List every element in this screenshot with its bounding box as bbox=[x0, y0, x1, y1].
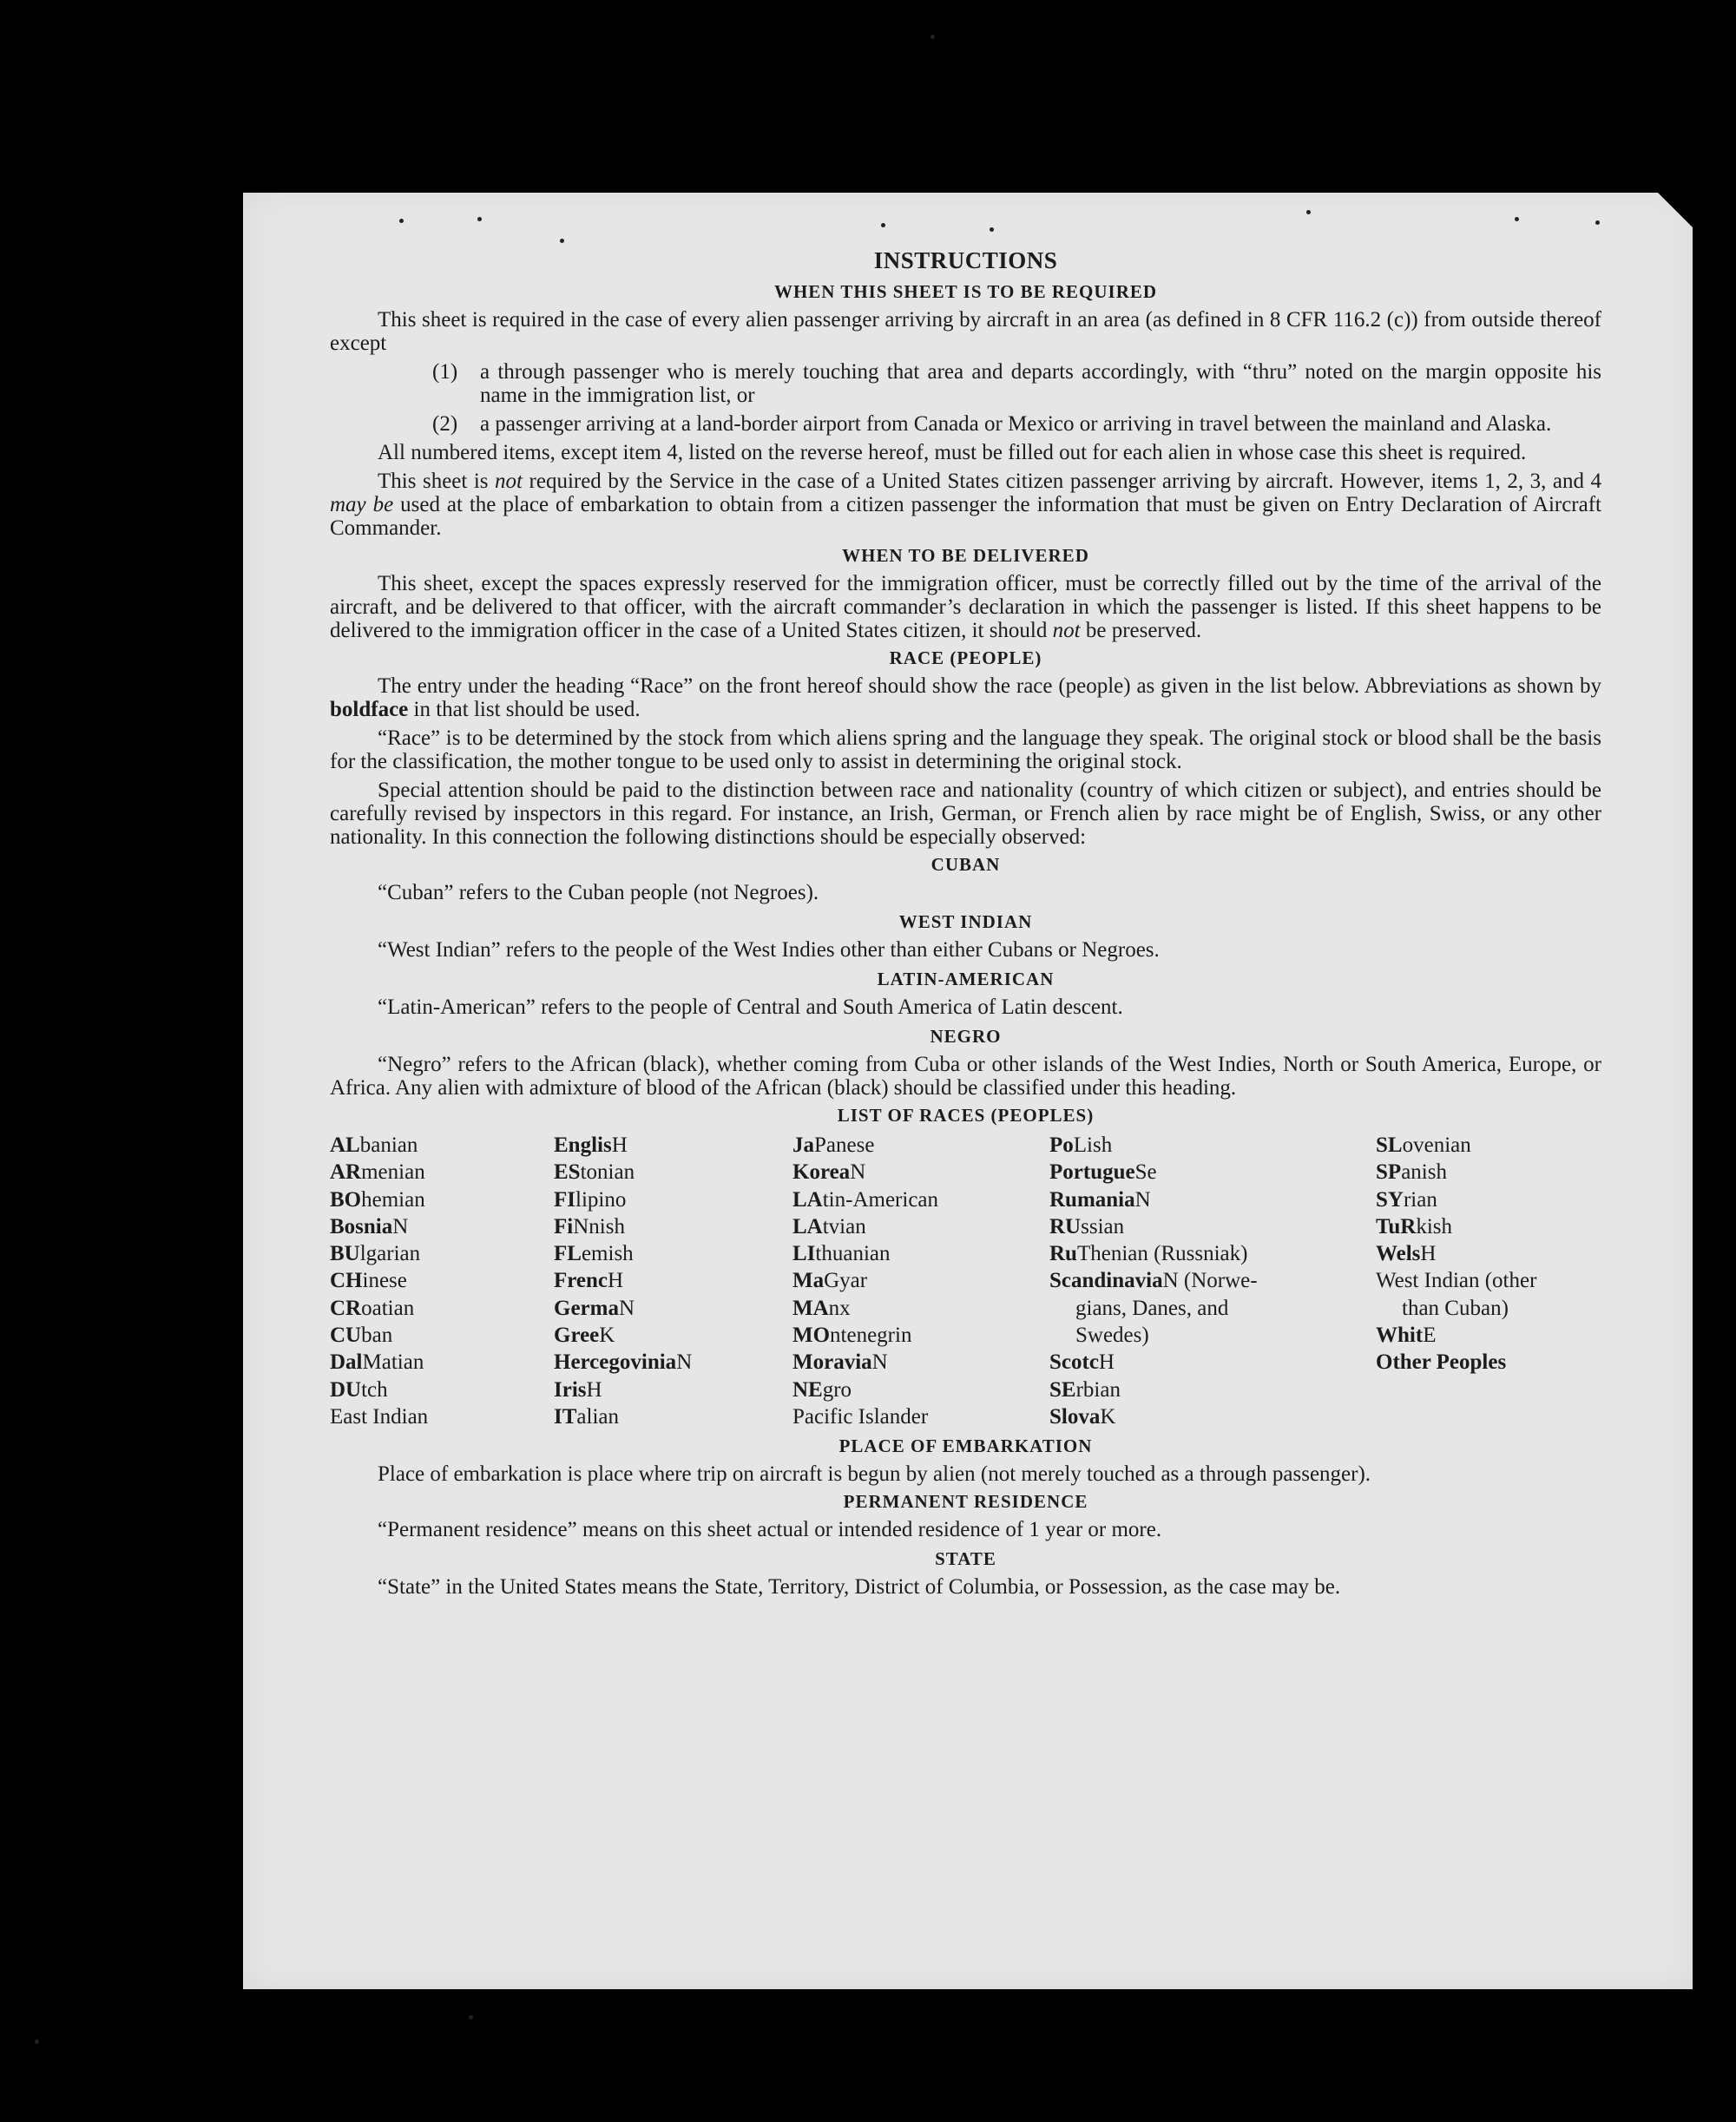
definition-cuban: “Cuban” refers to the Cuban people (not Negroes). bbox=[378, 881, 819, 904]
race-entry bbox=[1376, 1159, 1601, 1186]
race-rest: H bbox=[586, 1377, 602, 1402]
race-entry bbox=[792, 1213, 1049, 1240]
race-entry bbox=[792, 1322, 1049, 1349]
race-rest: H bbox=[611, 1133, 628, 1157]
race-rest: tch bbox=[361, 1377, 388, 1402]
race-abbrev: MA bbox=[792, 1296, 829, 1320]
race-abbrev: TuR bbox=[1376, 1214, 1417, 1238]
race-abbrev: DU bbox=[330, 1377, 362, 1402]
races-column-3 bbox=[792, 1132, 1049, 1430]
emphasis-may-be: may be bbox=[330, 493, 394, 516]
race-abbrev: LA bbox=[792, 1214, 823, 1238]
races-column-4 bbox=[1049, 1132, 1376, 1430]
race-entry bbox=[330, 1322, 554, 1349]
race-abbrev: Frenc bbox=[554, 1269, 608, 1293]
race-entry bbox=[792, 1295, 1049, 1322]
race-rest: menian bbox=[361, 1160, 425, 1185]
boldface-word: boldface bbox=[330, 698, 409, 721]
emphasis-not: not bbox=[1052, 619, 1081, 642]
race-rest: emish bbox=[581, 1242, 634, 1266]
race-entry bbox=[330, 1240, 554, 1267]
race-abbrev: MO bbox=[792, 1324, 831, 1348]
race-rest: Gyar bbox=[824, 1269, 868, 1293]
definition-state: “State” in the United States means the State, Territory, District of Columbia, or Possession, as the case may be. bbox=[378, 1575, 1341, 1600]
race-abbrev: FL bbox=[554, 1242, 582, 1266]
definition-west-indian: “West Indian” refers to the people of the West Indies other than either Cubans or Negroes. bbox=[378, 938, 1160, 962]
definition-residence: “Permanent residence” means on this sheet actual or intended residence of 1 year or more. bbox=[378, 1518, 1162, 1542]
race-rest: N bbox=[392, 1214, 409, 1238]
race-rest: K bbox=[599, 1324, 615, 1348]
paragraph-required: This sheet is required in the case of every alien passenger arriving by aircraft in an area (as defined in 8 CFR 116.2 (c)) from outside thereof except bbox=[330, 308, 1601, 355]
race-rest: N bbox=[676, 1350, 693, 1375]
race-rest: H bbox=[1420, 1242, 1437, 1266]
race-entry bbox=[554, 1132, 792, 1159]
race-entry bbox=[554, 1322, 792, 1349]
race-abbrev: Ru bbox=[1049, 1242, 1077, 1266]
race-entry bbox=[554, 1267, 792, 1294]
race-entry bbox=[554, 1159, 792, 1186]
race-rest: E bbox=[1423, 1324, 1437, 1348]
race-abbrev: NE bbox=[792, 1377, 823, 1402]
race-rest: N bbox=[1134, 1187, 1151, 1212]
exception-item-2 bbox=[432, 412, 1601, 436]
race-rest: K bbox=[1100, 1404, 1116, 1429]
race-abbrev: Germa bbox=[554, 1296, 619, 1320]
race-abbrev: CU bbox=[330, 1324, 362, 1348]
race-entry bbox=[330, 1349, 554, 1376]
race-entry bbox=[792, 1159, 1049, 1186]
race-entry bbox=[792, 1132, 1049, 1159]
heading-latin-american: LATIN-AMERICAN bbox=[877, 969, 1055, 989]
text-segment: This sheet, except the spaces expressly reserved for the immigration officer, must be correctly filled out by the time of the arrival of the aircraft, and be delivered to that officer, with the aircraft commander’s declaration in which the passenger is listed. If this sheet happens to be delivered to the immigration officer in the case of a United States citizen, it should bbox=[330, 572, 1601, 642]
paragraph-race-entry bbox=[330, 674, 1601, 721]
race-entry bbox=[1376, 1322, 1601, 1349]
definition-latin-american: “Latin-American” refers to the people of Central and South America of Latin descent. bbox=[378, 995, 1123, 1019]
race-entry bbox=[792, 1267, 1049, 1294]
race-rest: hemian bbox=[361, 1187, 425, 1212]
page-corner bbox=[1658, 193, 1693, 227]
instructions-content bbox=[330, 247, 1601, 1604]
race-abbrev: Ja bbox=[792, 1133, 814, 1157]
race-abbrev: SE bbox=[1049, 1377, 1076, 1402]
race-entry bbox=[1376, 1349, 1601, 1376]
heading-cuban: CUBAN bbox=[930, 854, 1001, 875]
race-rest: ovenian bbox=[1402, 1133, 1471, 1157]
race-entry bbox=[1049, 1267, 1376, 1294]
race-abbrev: Rumania bbox=[1049, 1187, 1135, 1212]
heading-when-required: WHEN THIS SHEET IS TO BE REQUIRED bbox=[773, 281, 1158, 302]
race-entry bbox=[330, 1213, 554, 1240]
race-entry bbox=[1049, 1240, 1376, 1267]
race-entry bbox=[792, 1376, 1049, 1403]
race-abbrev: Englis bbox=[554, 1133, 612, 1157]
text-segment: The entry under the heading “Race” on the front hereof should show the race (people) as given in the list below. Abbreviations as shown by bbox=[378, 674, 1601, 698]
race-entry bbox=[1049, 1159, 1376, 1186]
race-rest: kish bbox=[1416, 1214, 1453, 1238]
race-entry bbox=[1376, 1213, 1601, 1240]
race-entry bbox=[1049, 1132, 1376, 1159]
text-segment: used at the place of embarkation to obtain from a citizen passenger the information that must be given on Entry Declaration of Aircraft Commander. bbox=[330, 493, 1602, 540]
race-rest: thuanian bbox=[815, 1242, 891, 1266]
race-abbrev: than Cuban) bbox=[1402, 1296, 1509, 1320]
race-entry bbox=[330, 1267, 554, 1294]
race-entry bbox=[1049, 1295, 1376, 1322]
race-abbrev: AR bbox=[330, 1160, 362, 1185]
race-entry bbox=[792, 1186, 1049, 1213]
race-entry bbox=[1049, 1376, 1376, 1403]
race-rest: anish bbox=[1401, 1160, 1447, 1185]
race-entry bbox=[554, 1240, 792, 1267]
paragraph-race-nationality: Special attention should be paid to the distinction between race and nationality (country of which citizen or subject), and entries should be carefully revised by inspectors in this regard. For instance, an Irish, German, or French alien by race might be of English, Swiss, or any other nationality. In this connection the following distinctions should be especially observed: bbox=[330, 779, 1601, 849]
race-rest: ssian bbox=[1081, 1214, 1125, 1238]
race-entry bbox=[1049, 1322, 1376, 1349]
page-title: INSTRUCTIONS bbox=[873, 247, 1058, 273]
race-rest: N bbox=[850, 1160, 866, 1185]
paragraph-citizen bbox=[330, 470, 1601, 540]
heading-negro: NEGRO bbox=[930, 1026, 1002, 1047]
heading-residence: PERMANENT RESIDENCE bbox=[843, 1491, 1088, 1513]
races-column-1 bbox=[330, 1132, 554, 1430]
race-entry bbox=[792, 1349, 1049, 1376]
race-rest: Nnish bbox=[573, 1214, 625, 1238]
race-entry bbox=[1376, 1132, 1601, 1159]
heading-embarkation: PLACE OF EMBARKATION bbox=[838, 1435, 1093, 1457]
paragraph-delivered bbox=[330, 572, 1601, 642]
heading-list-of-races: LIST OF RACES (PEOPLES) bbox=[837, 1105, 1095, 1126]
race-rest: N (Norwe- bbox=[1162, 1269, 1258, 1293]
race-abbrev: FI bbox=[554, 1187, 575, 1212]
race-rest: tonian bbox=[580, 1160, 635, 1185]
race-rest: Matian bbox=[362, 1350, 424, 1375]
item-number: (1) bbox=[432, 360, 458, 384]
races-table bbox=[330, 1132, 1601, 1430]
race-abbrev: Fi bbox=[554, 1214, 574, 1238]
exception-item-1 bbox=[432, 360, 1601, 407]
race-abbrev: Scotc bbox=[1049, 1350, 1099, 1375]
race-entry bbox=[554, 1186, 792, 1213]
races-column-5 bbox=[1376, 1132, 1601, 1430]
race-rest: nx bbox=[828, 1296, 851, 1320]
race-entry bbox=[1376, 1295, 1601, 1322]
race-entry bbox=[554, 1295, 792, 1322]
race-abbrev: Moravia bbox=[792, 1350, 872, 1375]
race-abbrev: CH bbox=[330, 1269, 363, 1293]
races-column-2 bbox=[554, 1132, 792, 1430]
heading-state: STATE bbox=[935, 1548, 996, 1570]
race-rest: lgarian bbox=[359, 1242, 421, 1266]
race-entry bbox=[330, 1376, 554, 1403]
race-entry bbox=[330, 1132, 554, 1159]
race-abbrev: Other Peoples bbox=[1376, 1350, 1507, 1375]
race-abbrev: Po bbox=[1049, 1133, 1074, 1157]
race-rest: H bbox=[608, 1269, 624, 1293]
race-entry bbox=[792, 1240, 1049, 1267]
race-abbrev: Pacific Islander bbox=[792, 1404, 929, 1429]
race-abbrev: Iris bbox=[554, 1377, 587, 1402]
heading-when-delivered: WHEN TO BE DELIVERED bbox=[842, 545, 1089, 566]
race-entry bbox=[1376, 1186, 1601, 1213]
race-entry bbox=[330, 1403, 554, 1430]
race-entry bbox=[330, 1186, 554, 1213]
definition-embarkation: Place of embarkation is place where trip on aircraft is begun by alien (not merely touched as a through passenger). bbox=[378, 1462, 1371, 1487]
race-abbrev: Slova bbox=[1049, 1404, 1101, 1429]
race-abbrev: ES bbox=[554, 1160, 581, 1185]
race-entry bbox=[792, 1403, 1049, 1430]
item-number: (2) bbox=[432, 412, 458, 436]
race-abbrev: West Indian (other bbox=[1376, 1269, 1537, 1293]
race-rest: Thenian (Russniak) bbox=[1076, 1242, 1248, 1266]
race-entry bbox=[554, 1376, 792, 1403]
text-segment: be preserved. bbox=[1080, 619, 1202, 642]
race-entry bbox=[1376, 1240, 1601, 1267]
emphasis-not: not bbox=[495, 470, 523, 493]
race-entry bbox=[1049, 1186, 1376, 1213]
race-abbrev: AL bbox=[330, 1133, 360, 1157]
race-rest: lipino bbox=[575, 1187, 627, 1212]
race-rest: N bbox=[618, 1296, 635, 1320]
race-abbrev: IT bbox=[554, 1404, 577, 1429]
race-abbrev: LA bbox=[792, 1187, 823, 1212]
definition-negro: “Negro” refers to the African (black), whether coming from Cuba or other islands of the West Indies, North or South America, Europe, or Africa. Any alien with admixture of blood of the African (black) should be classified under this heading. bbox=[330, 1053, 1601, 1100]
race-entry bbox=[1049, 1213, 1376, 1240]
race-abbrev: Scandinavia bbox=[1049, 1269, 1163, 1293]
race-entry bbox=[554, 1403, 792, 1430]
race-abbrev: Portugue bbox=[1049, 1160, 1135, 1185]
race-rest: Lish bbox=[1073, 1133, 1113, 1157]
race-rest: ntenegrin bbox=[830, 1324, 912, 1348]
race-rest: rian bbox=[1403, 1187, 1437, 1212]
race-abbrev: SP bbox=[1376, 1160, 1402, 1185]
race-rest: inese bbox=[362, 1269, 407, 1293]
paragraph-race-stock: “Race” is to be determined by the stock from which aliens spring and the language they speak. The original stock or blood shall be the basis for the classification, the mother tongue to be used only to assist in determining the original stock. bbox=[330, 726, 1601, 773]
heading-west-indian: WEST INDIAN bbox=[898, 911, 1033, 932]
race-entry bbox=[1049, 1349, 1376, 1376]
race-abbrev: CR bbox=[330, 1296, 362, 1320]
race-entry bbox=[330, 1159, 554, 1186]
race-rest: ban bbox=[361, 1324, 393, 1348]
race-rest: tvian bbox=[822, 1214, 866, 1238]
race-rest: tin-American bbox=[822, 1187, 939, 1212]
race-abbrev: gians, Danes, and bbox=[1075, 1296, 1229, 1320]
race-abbrev: Ma bbox=[792, 1269, 825, 1293]
heading-race: RACE (PEOPLE) bbox=[889, 647, 1042, 668]
item-text: a through passenger who is merely touching that area and departs accordingly, with “thru” noted on the margin opposite his name in the immigration list, or bbox=[480, 360, 1601, 407]
race-abbrev: Bosnia bbox=[330, 1214, 393, 1238]
race-entry bbox=[554, 1213, 792, 1240]
race-rest: rbian bbox=[1075, 1377, 1121, 1402]
race-rest: H bbox=[1098, 1350, 1115, 1375]
race-entry bbox=[330, 1295, 554, 1322]
text-segment: in that list should be used. bbox=[408, 698, 641, 721]
race-abbrev: Dal bbox=[330, 1350, 363, 1375]
race-rest: oatian bbox=[361, 1296, 415, 1320]
race-rest: gro bbox=[822, 1377, 852, 1402]
paragraph-numbered-items: All numbered items, except item 4, listed on the reverse hereof, must be filled out for each alien in whose case this sheet is required. bbox=[378, 441, 1527, 464]
race-abbrev: SL bbox=[1376, 1133, 1403, 1157]
race-entry bbox=[1049, 1403, 1376, 1430]
race-rest: N bbox=[871, 1350, 888, 1375]
race-abbrev: BU bbox=[330, 1242, 360, 1266]
race-rest: Panese bbox=[814, 1133, 875, 1157]
text-segment: This sheet is bbox=[378, 470, 496, 493]
race-abbrev: Whit bbox=[1376, 1324, 1424, 1348]
race-rest: banian bbox=[359, 1133, 418, 1157]
race-entry bbox=[554, 1349, 792, 1376]
race-abbrev: BO bbox=[330, 1187, 362, 1212]
race-abbrev: SY bbox=[1376, 1187, 1404, 1212]
race-abbrev: LI bbox=[792, 1242, 816, 1266]
race-abbrev: East Indian bbox=[330, 1404, 429, 1429]
race-abbrev: Gree bbox=[554, 1324, 600, 1348]
race-abbrev: Swedes) bbox=[1075, 1324, 1149, 1348]
race-rest: Se bbox=[1134, 1160, 1157, 1185]
text-segment: required by the Service in the case of a United States citizen passenger arriving by aircraft. However, items 1, 2, 3, and 4 bbox=[523, 470, 1601, 493]
race-rest: alian bbox=[576, 1404, 619, 1429]
race-abbrev: RU bbox=[1049, 1214, 1082, 1238]
race-abbrev: Korea bbox=[792, 1160, 851, 1185]
race-abbrev: Hercegovinia bbox=[554, 1350, 677, 1375]
race-entry bbox=[1376, 1267, 1601, 1294]
item-text: a passenger arriving at a land-border airport from Canada or Mexico or arriving in travel between the mainland and Alaska. bbox=[480, 412, 1552, 436]
race-abbrev: Wels bbox=[1376, 1242, 1421, 1266]
